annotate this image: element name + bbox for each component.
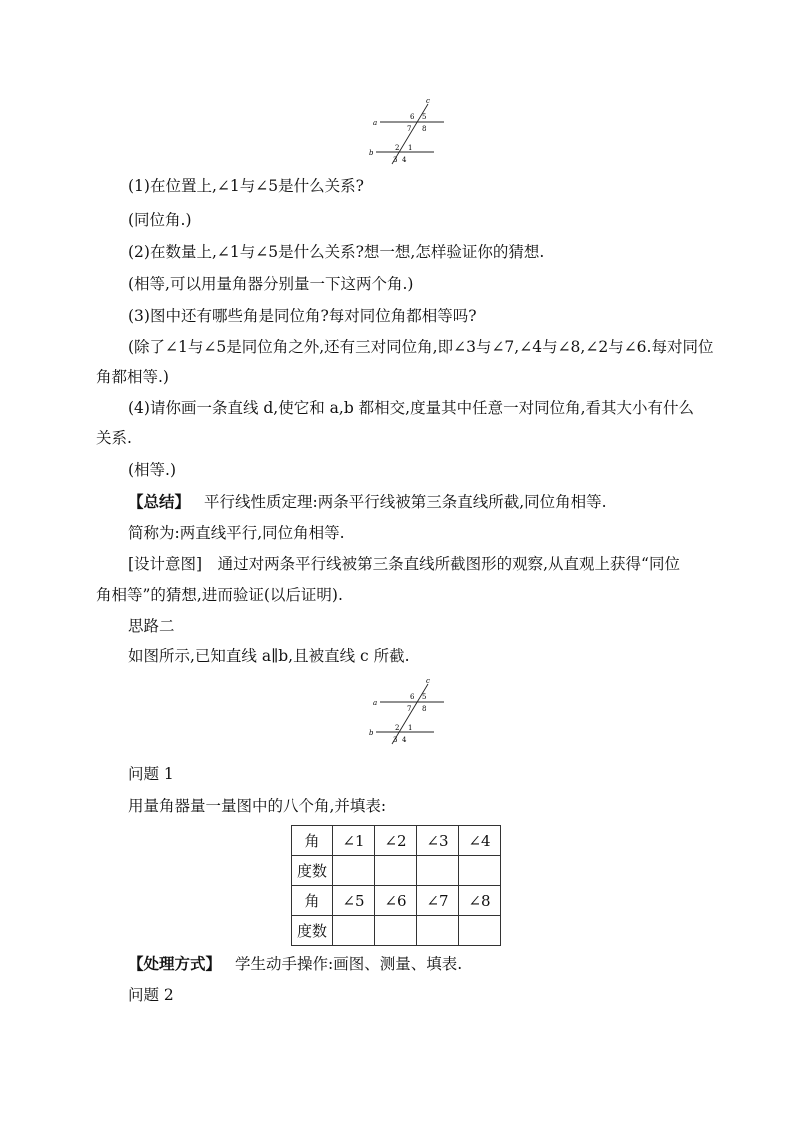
angle-label-5-2: 5 (422, 693, 427, 701)
angle-label-3-2: 3 (393, 736, 398, 744)
angle-label-3: 3 (393, 156, 398, 164)
answer-4: (相等.) (128, 461, 177, 479)
angle-label-8-2: 8 (422, 705, 427, 713)
question-3: (3)图中还有哪些角是同位角?每对同位角都相等吗? (128, 307, 477, 325)
line-label-c: c (426, 97, 430, 105)
table-cell: ∠6 (375, 886, 417, 916)
table-cell (333, 916, 375, 946)
question-4-line-2: 关系. (96, 429, 132, 447)
line-label-a: a (373, 119, 378, 127)
table-cell: 度数 (292, 916, 333, 946)
summary-line (128, 491, 607, 513)
angle-label-4-2: 4 (402, 736, 407, 744)
angle-label-1: 1 (408, 144, 413, 152)
question-4-line-1: (4)请你画一条直线 d,使它和 a,b 都相交,度量其中任意一对同位角,看其大小有什么 (128, 399, 695, 417)
question-1: (1)在位置上,∠1与∠5是什么关系? (128, 177, 364, 195)
design-intent-line-1: [设计意图] 通过对两条平行线被第三条直线所截图形的观察,从直观上获得“同位 (128, 555, 680, 573)
method-tag: 【处理方式】 (128, 954, 222, 973)
angle-label-6-2: 6 (410, 693, 415, 701)
problem-1-heading: 问题 1 (128, 765, 174, 783)
answer-2: (相等,可以用量角器分别量一下这两个角.) (128, 275, 414, 293)
parallel-lines-diagram-2 (366, 676, 446, 746)
angle-label-5: 5 (422, 113, 427, 121)
table-row (292, 856, 501, 886)
answer-3-line-1: (除了∠1与∠5是同位角之外,还有三对同位角,即∠3与∠7,∠4与∠8,∠2与∠6.每对同位 (128, 338, 714, 356)
angle-measure-table (291, 825, 501, 946)
answer-1: (同位角.) (128, 211, 192, 229)
angle-label-2: 2 (395, 144, 400, 152)
line-label-b-2: b (369, 729, 374, 737)
table-cell: ∠4 (459, 826, 501, 856)
short-name: 简称为:两直线平行,同位角相等. (128, 524, 345, 542)
table-cell (375, 856, 417, 886)
given-statement: 如图所示,已知直线 a∥b,且被直线 c 所截. (128, 647, 410, 665)
table-cell (459, 856, 501, 886)
table-cell: 角 (292, 826, 333, 856)
answer-3-line-2: 角都相等.) (96, 368, 169, 386)
table-row (292, 826, 501, 856)
line-label-a-2: a (373, 699, 378, 707)
measure-task: 用量角器量一量图中的八个角,并填表: (128, 797, 387, 815)
table-cell: 角 (292, 886, 333, 916)
table-cell (459, 916, 501, 946)
line-label-b: b (369, 149, 374, 157)
angle-label-7: 7 (407, 125, 412, 133)
table-cell: 度数 (292, 856, 333, 886)
summary-tag: 【总结】 (128, 492, 191, 511)
angle-label-1-2: 1 (408, 724, 413, 732)
table-cell (375, 916, 417, 946)
table-cell: ∠8 (459, 886, 501, 916)
table-cell: ∠2 (375, 826, 417, 856)
method-text: 学生动手操作:画图、测量、填表. (235, 955, 463, 973)
angle-label-8: 8 (422, 125, 427, 133)
table-row (292, 916, 501, 946)
angle-label-2-2: 2 (395, 724, 400, 732)
angle-label-7-2: 7 (407, 705, 412, 713)
table-row (292, 886, 501, 916)
approach-2-heading: 思路二 (128, 617, 175, 635)
method-line (128, 953, 462, 975)
table-cell: ∠1 (333, 826, 375, 856)
parallel-lines-figure-2 (366, 676, 446, 746)
table-cell (333, 856, 375, 886)
table-cell: ∠5 (333, 886, 375, 916)
parallel-lines-diagram (366, 96, 446, 166)
parallel-lines-figure-1 (366, 96, 446, 166)
summary-text: 平行线性质定理:两条平行线被第三条直线所截,同位角相等. (204, 493, 607, 511)
table-cell: ∠7 (417, 886, 459, 916)
line-label-c-2: c (426, 677, 430, 685)
angle-label-6: 6 (410, 113, 415, 121)
design-intent-line-2: 角相等”的猜想,进而验证(以后证明). (96, 586, 343, 604)
question-2: (2)在数量上,∠1与∠5是什么关系?想一想,怎样验证你的猜想. (128, 243, 545, 261)
table-cell: ∠3 (417, 826, 459, 856)
table-cell (417, 856, 459, 886)
table-cell (417, 916, 459, 946)
problem-2-heading: 问题 2 (128, 986, 174, 1004)
angle-label-4: 4 (402, 156, 407, 164)
